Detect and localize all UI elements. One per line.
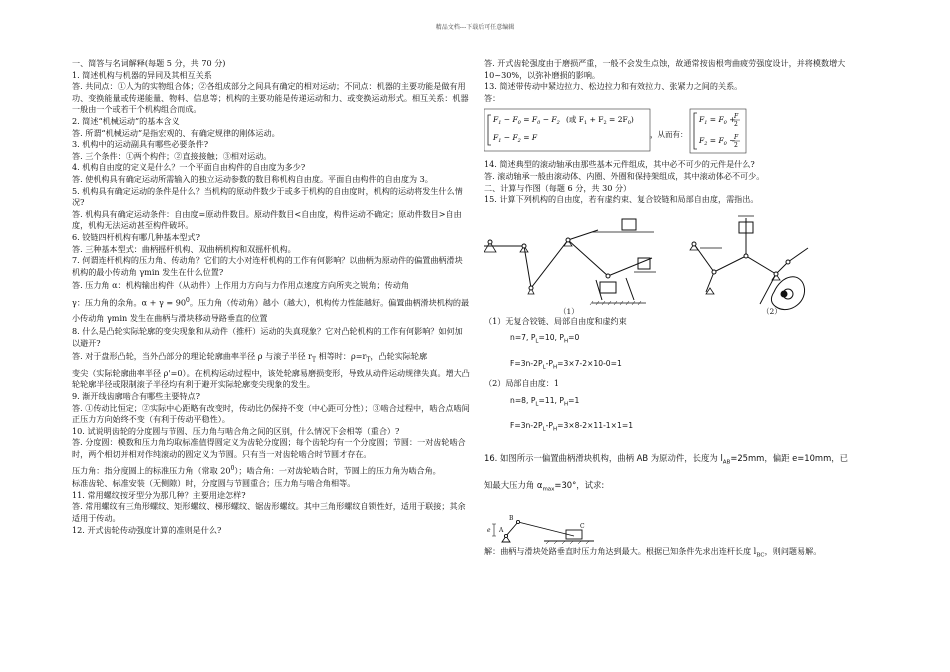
figure-caption: （1） — [559, 306, 579, 316]
question: 10. 试说明齿轮的分度圆与节圆、压力角与啮合角之间的区别，什么情况下会相等（重合）? — [72, 425, 400, 436]
linkage — [694, 244, 788, 274]
answer: 答. 三种基本型式：曲柄摇杆机构、双曲柄机构和双摇杆机构。 — [72, 243, 296, 254]
answer: 答. 三个条件：①两个构件；②直接接触；③相对运动。 — [72, 150, 272, 161]
ground-hatch — [590, 301, 641, 305]
equation-alt: (或 $F_1 + F_2 = 2F_0$) — [566, 115, 634, 127]
result-line-1: $F_1 = F_0$ + — [699, 115, 736, 127]
text-run: =25mm，偏距 e=10mm，已 — [730, 453, 848, 463]
page-header: 精品文档---下载后可任意编辑 — [435, 24, 515, 31]
answer-continued — [72, 293, 470, 326]
question: 5. 机构具有确定运动的条件是什么？当机构的原动件数少于或多于机构的自由度时，机构的运动将发生什么情况? — [72, 185, 463, 208]
subscript: L — [535, 401, 539, 408]
subscript: AB — [722, 459, 731, 466]
text-run: F=3n-2P — [510, 421, 543, 431]
question: 1. 简述机构与机器的异同及其相互关系 — [72, 69, 212, 80]
text-run: 16. 如图所示一偏置曲柄滑块机构，曲柄 AB 为原动件，长度为 l — [484, 453, 723, 463]
subscript: T — [312, 356, 317, 364]
subscript: T — [366, 356, 371, 364]
subscript: L — [542, 427, 546, 433]
superscript: 0 — [230, 464, 235, 472]
linkage — [568, 230, 598, 240]
mechanism-figures — [484, 208, 880, 316]
pin-joint — [692, 242, 696, 246]
subscript: H — [563, 401, 569, 408]
answer: 答. ①传动比恒定；②实际中心距略有改变时，传动比仍保持不变（中心距可分性）；③啮合过程中，啮合点啮间正压力方向始终不变（有利于传动平稳性）。 — [72, 402, 470, 425]
text-run: γ：压力角的余角。α + γ = 90 — [72, 297, 187, 308]
solution-line: （1）无复合铰链、局部自由度和虚约束 — [484, 315, 627, 326]
subscript: BC — [756, 552, 765, 559]
subscript: H — [552, 427, 558, 433]
result-line-2: $F_2 = F_0$ − — [699, 136, 736, 148]
text-run: =3×7-2×10-0=1 — [557, 358, 622, 368]
fraction-numerator: F — [734, 134, 739, 142]
question: 2. 简述“机械运动”的基本含义 — [72, 115, 180, 126]
text-run: =30°，试求: — [554, 479, 605, 490]
guide-line — [592, 232, 656, 303]
answer: 答. 共同点：①人为的实物组合体；②各组成部分之间具有确定的相对运动；不同点：机器的主要功能是做有用功、变换能量或传递能量、物料、信息等；机构的主要功能是传递运动和力、或变换运动形式。相互关系：机器一般由一个或若干个机构组合而成。 — [72, 81, 469, 115]
formula-connector: ，从而有： — [650, 130, 688, 140]
question: 14. 简述典型的滚动轴承由那些基本元件组成，其中必不可少的元件是什么? — [484, 159, 755, 170]
answer-label: 答： — [484, 92, 501, 103]
answer-continued: 标准齿轮、标准安装（无侧隙）时，分度圆与节圆重合；压力角与啮合角相等。 — [72, 478, 356, 489]
answer — [72, 349, 470, 368]
question: 8. 什么是凸轮实际轮廓的变尖现象和从动件（推杆）运动的失真现象？它对凸轮机构的工作有何影响？如何加以避开? — [72, 325, 463, 348]
slider-block — [622, 219, 636, 230]
subscript: H — [563, 338, 569, 345]
pin-joint — [504, 535, 507, 538]
point-label-b: B — [509, 515, 514, 523]
answer: 答. 滚动轴承一般由滚动体、内圈、外圈和保持架组成，其中滚动体必不可少。 — [484, 170, 765, 181]
pivot-support — [690, 244, 780, 294]
pin-joint — [488, 240, 492, 244]
linkage — [706, 218, 808, 304]
section-title: 二、计算与作图（每题 6 分，共 30 分） — [484, 182, 632, 193]
question: 13. 简述带传动中紧边拉力、松边拉力和有效拉力、张紧力之间的关系。 — [484, 81, 743, 92]
offset-label: e — [487, 527, 491, 535]
question: 15. 计算下列机构的自由度，若有虚约束、复合铰链和局部自由度，需指出。 — [484, 194, 759, 205]
text-run: 答. 对于盘形凸轮，当外凸部分的理论轮廓曲率半径 ρ 与滚子半径 r — [72, 351, 313, 362]
text-run: =1 — [568, 395, 580, 405]
text-run: 知最大压力角 α — [484, 479, 543, 490]
ground-hatch — [546, 541, 589, 544]
mechanism-drawings — [484, 208, 880, 316]
answer-continued: 变尖（实际轮廓曲率半径 ρ'=0）。在机构运动过程中，该处轮廓易磨损变形，导致从动件运动规律失真。增大凸轮轮廓半径或限制滚子半径均有利于避开实际轮廓变尖现象的发生。 — [72, 367, 470, 390]
question-16-continued — [484, 474, 880, 501]
question: 9. 渐开线齿廓啮合有哪些主要特点? — [72, 390, 200, 401]
solution-line: （2）局部自由度：1 — [484, 378, 560, 389]
subscript: L — [542, 364, 546, 371]
mechanism-figure-1 — [484, 219, 656, 305]
question-16 — [484, 447, 880, 474]
pin-joint — [516, 521, 519, 524]
subscript: L — [535, 338, 539, 345]
crank-and-rod — [506, 522, 574, 536]
pin-joint — [566, 238, 570, 242]
answer: 答. 常用螺纹有三角形螺纹、矩形螺纹、梯形螺纹、锯齿形螺纹。其中三角形螺纹自锁性好，适用于联接；其余适用于传动。 — [72, 501, 466, 523]
offset-dimension — [492, 524, 496, 536]
answer: 答. 机构具有确定运动条件：自由度=原动件数目。原动件数目<自由度，构件运动不确定；原动件数目>自由度，机构无法运动甚至构件破坏。 — [72, 208, 462, 231]
slider-crank-drawing — [484, 500, 624, 546]
question: 7. 何谓连杆机构的压力角、传动角？它们的大小对连杆机构的工作有何影响？以曲柄为原动件的偏置曲柄滑块机构的最小传动角 γmin 发生在什么位置? — [72, 255, 463, 277]
answer: 答. 所谓“机械运动”是指宏观的、有确定规律的刚体运动。 — [72, 127, 280, 138]
text-run: =3×8-2×11-1×1=1 — [557, 421, 634, 431]
text-run: ，凸轮实际轮廓 — [370, 351, 428, 362]
solution-calc — [484, 327, 880, 353]
formula-graphic — [484, 107, 880, 155]
text-run: ）；啮合角：一对齿轮啮合时，节圆上的压力角为啮合角。 — [234, 465, 441, 476]
answer: 答. 使机构具有确定运动所需输入的独立运动参数的数目称机构自由度。平面自由构件的自由度为 3。 — [72, 173, 433, 184]
fraction-denominator: 2 — [734, 142, 738, 150]
text-run: n=8, P — [510, 395, 536, 405]
right-column — [484, 58, 880, 563]
point-label-c: C — [580, 523, 585, 531]
text-run: n=7, P — [510, 333, 536, 343]
question: 4. 机构自由度的定义是什么？一个平面自由构件的自由度为多少? — [72, 162, 306, 173]
section-title: 一、简答与名词解释(每题 5 分，共 70 分) — [72, 58, 226, 68]
fraction-numerator: F — [734, 113, 739, 121]
pin-joint — [522, 244, 526, 248]
solution-calc — [484, 353, 880, 379]
text-run: =11, P — [538, 395, 564, 405]
text-run: -P — [545, 421, 553, 431]
text-run: -P — [545, 358, 553, 368]
text-run: 解：曲柄与滑块处路垂直时压力角达到最大。根据已知条件先求出连杆长度 l — [484, 546, 757, 557]
figure-caption: （2） — [762, 306, 782, 316]
answer: 答. 压力角 α：机构输出构件（从动件）上作用力方向与力作用点速度方向所夹之锐角；传动角 — [72, 280, 409, 291]
left-column — [72, 58, 470, 536]
pin-joint — [712, 270, 716, 274]
text-run: ，则问题易解。 — [764, 546, 822, 557]
text-run: 。压力角（传动角）越小（越大），机构传力性能越好。偏置曲柄滑块机构的最小传动角 γmin 发生在曲柄与滑块移动导路垂直的位置 — [72, 297, 470, 323]
cam-profile — [771, 277, 804, 310]
text-run: =0 — [568, 333, 580, 343]
pin-joint — [744, 254, 748, 258]
text-run: 相等时：ρ=r — [316, 351, 367, 362]
pin-joint — [529, 286, 533, 290]
slider-block — [600, 282, 616, 293]
question: 11. 常用螺纹按牙型分为那几种？主要用途怎样? — [72, 489, 246, 500]
mechanism-figure-2 — [690, 216, 808, 310]
pin-joint — [606, 274, 610, 278]
superscript: 0 — [186, 297, 190, 305]
solution-calc — [484, 390, 880, 416]
slider-crank-figure — [484, 500, 880, 546]
right-brace — [694, 113, 697, 149]
pin-joint — [786, 260, 790, 264]
question: 3. 机构中的运动副具有哪些必要条件? — [72, 139, 209, 150]
text-run: =10, P — [538, 333, 564, 343]
fraction-denominator: 2 — [734, 121, 738, 129]
subscript: H — [552, 364, 558, 371]
equation-line-1: $F_1 - F_0 = F_0 - F_2$ — [493, 115, 560, 127]
text-run: 压力角：指分度圆上的标准压力角（常取 20 — [72, 465, 231, 476]
answer: 答. 开式齿轮强度由于磨损严重，一般不会发生点蚀，故通常按齿根弯曲疲劳强度设计，并将模数增大 10~30%，以弥补磨损的影响。 — [484, 58, 846, 80]
answer: 答. 分度圆：模数和压力角均取标准值得圆定义为齿轮分度圆；每个齿轮均有一个分度圆；节圆：一对齿轮啮合时，两个相切并相对作纯滚动的圆定义为节圆。只有当一对齿轮啮合时节圆才存在。 — [72, 437, 466, 459]
equation-line-2: $F_1 - F_2 = F$ — [493, 133, 538, 145]
linkage — [596, 278, 634, 300]
question: 6. 铰链四杆机构有哪几种基本型式? — [72, 231, 200, 242]
answer-continued — [72, 461, 470, 479]
point-label-a: A — [499, 527, 504, 535]
solution-calc — [484, 415, 880, 441]
text-run: F=3n-2P — [510, 358, 543, 368]
question: 12. 开式齿轮传动强度计算的准则是什么? — [72, 524, 222, 535]
belt-force-formula — [484, 107, 880, 155]
left-brace — [488, 115, 491, 145]
cam-center — [781, 291, 787, 297]
subscript: max — [542, 486, 555, 493]
pin-joint — [774, 272, 778, 276]
solution-line — [484, 546, 880, 562]
